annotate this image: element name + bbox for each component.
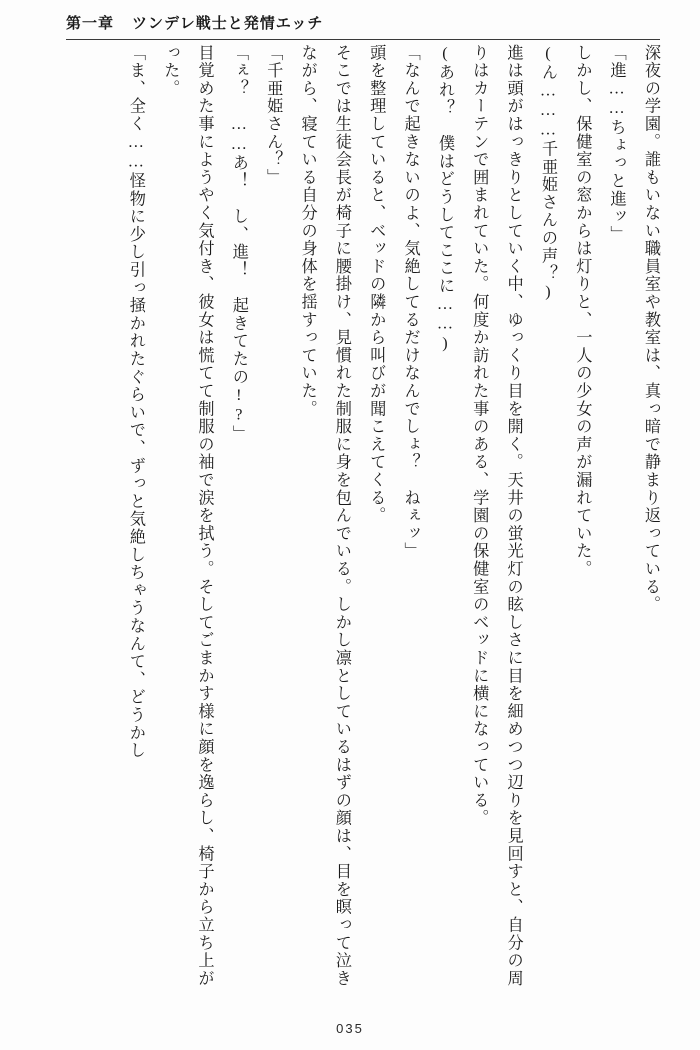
paragraph: 「ぇ？ ……あ！ し、進！ 起きてたの!?」: [229, 44, 248, 443]
chapter-title: ツンデレ戦士と発情エッチ: [132, 15, 324, 32]
chapter-number: 第一章: [66, 15, 115, 32]
paragraph: そこでは生徒会長が椅子に腰掛け、見慣れた制服に身を包んでいる。しかし凛としているはずの顔は、目を瞑って泣きながら、寝ている自分の身体を揺すっていた。: [298, 44, 351, 988]
paragraph: 深夜の学園。誰もいない職員室や教室は、真っ暗で静まり返っている。: [642, 44, 660, 614]
paragraph: (あれ？ 僕はどうしてここに……): [435, 44, 454, 354]
paragraph: (ん………千亜姫さんの声？): [538, 44, 557, 303]
paragraph: 進は頭がはっきりとしていく中、ゆっくり目を開く。天井の蛍光灯の眩しさに目を細めつつ辺りを見回すと、自分の周りはカーテンで囲まれていた。何度か訪れた事のある、学園の保健室のベッドに横になっている。: [470, 44, 523, 988]
paragraph: 「進……ちょっと進ッ」: [607, 44, 626, 244]
paragraph: しかし、保健室の窓からは灯りと、一人の少女の声が漏れていた。: [573, 44, 592, 578]
paragraph: 「なんで起きないのよ、気絶してるだけなんでしょ？ ねぇッ」: [401, 44, 420, 561]
paragraph: 「千亜姫さん？」: [264, 44, 283, 187]
paragraph: 「ま、全く……怪物に少し引っ掻かれたぐらいで、ずっと気絶しちゃうなんて、どうかし: [126, 44, 145, 760]
paragraph: 頭を整理していると、ベッドの隣から叫びが聞こえてくる。: [367, 44, 386, 525]
page-number: 035: [336, 1021, 364, 1036]
paragraph: 目覚めた事にようやく気付き、彼女は慌てて制服の袖で涙を拭う。そしてごまかす様に顔を逸らし、椅子から立ち上がった。: [161, 44, 214, 988]
body-text: [34, 44, 668, 1004]
running-header: [66, 8, 660, 40]
